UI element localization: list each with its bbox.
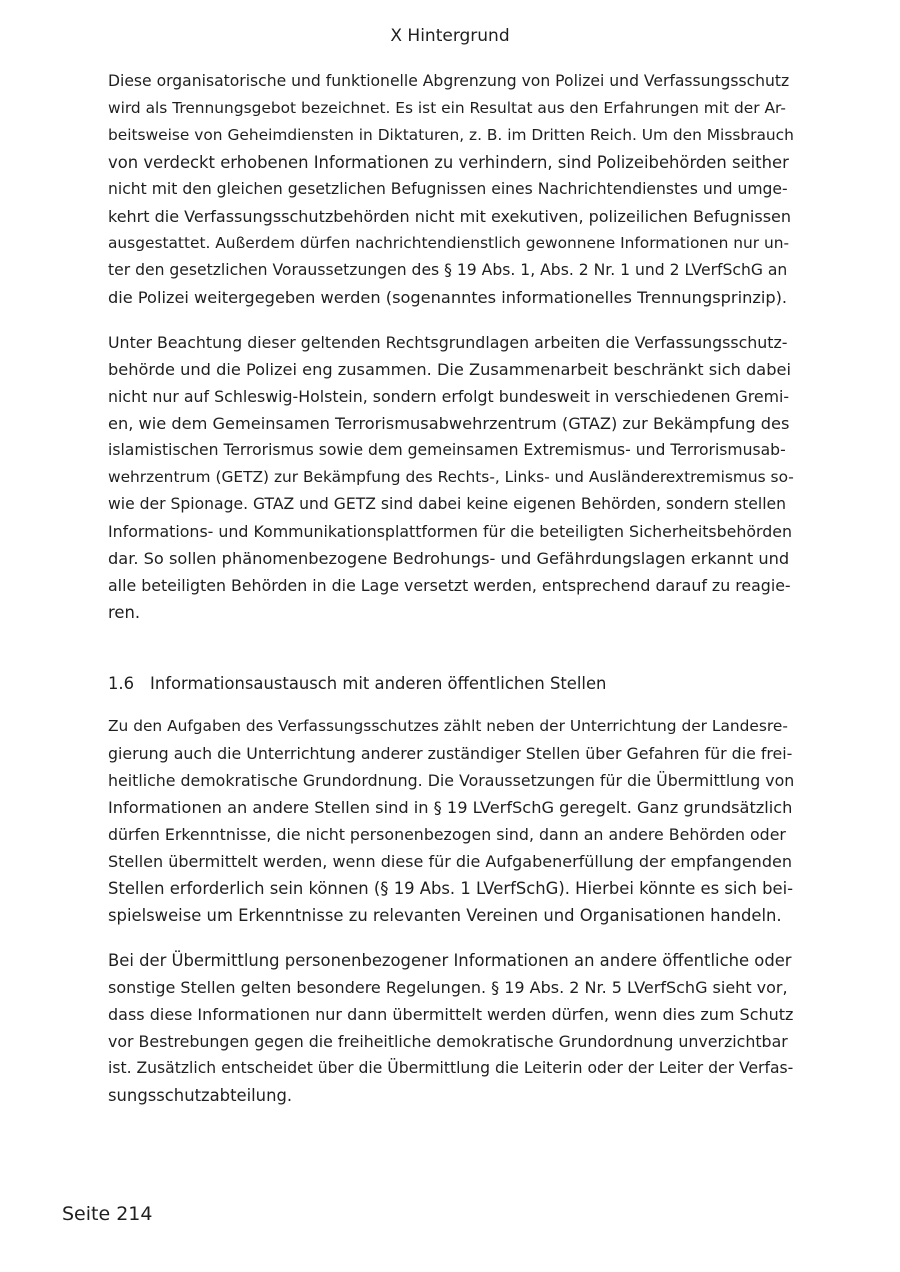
paragraph-trennungsgebot	[108, 68, 794, 311]
text-line: en, wie dem Gemeinsamen Terrorismusabwehrzentrum (GTAZ) zur Bekämpfung des	[108, 414, 790, 433]
text-line: alle beteiligten Behörden in die Lage versetzt werden, entsprechend darauf zu reagie-	[108, 576, 791, 595]
text-line: sungsschutzabteilung.	[108, 1086, 293, 1105]
text-line: wird als Trennungsgebot bezeichnet. Es ist ein Resultat aus den Erfahrungen mit der Ar-	[108, 99, 786, 117]
text-line: von verdeckt erhobenen Informationen zu verhindern, sind Polizeibehörden seither	[108, 153, 789, 172]
paragraph-zusammenarbeit	[108, 329, 794, 626]
text-line: Unter Beachtung dieser geltenden Rechtsgrundlagen arbeiten die Verfassungsschutz-	[108, 333, 788, 352]
text-line: Bei der Übermittlung personenbezogener Informationen an andere öffentliche oder	[108, 951, 792, 970]
text-line: beitsweise von Geheimdiensten in Diktaturen, z. B. im Dritten Reich. Um den Missbrauch	[108, 126, 794, 144]
text-line: Diese organisatorische und funktionelle Abgrenzung von Polizei und Verfassungsschutz	[108, 72, 790, 90]
section-title: Informationsaustausch mit anderen öffentlichen Stellen	[150, 674, 607, 693]
text-line: sonstige Stellen gelten besondere Regelungen. § 19 Abs. 2 Nr. 5 LVerfSchG sieht vor,	[108, 978, 788, 997]
text-line: die Polizei weitergegeben werden (sogenanntes informationelles Trennungsprinzip).	[108, 288, 788, 307]
text-line: dar. So sollen phänomenbezogene Bedrohungs- und Gefährdungslagen erkannt und	[108, 549, 790, 568]
text-line: behörde und die Polizei eng zusammen. Die Zusammenarbeit beschränkt sich dabei	[108, 360, 791, 379]
text-line: wehrzentrum (GETZ) zur Bekämpfung des Rechts-, Links- und Ausländerextremismus so-	[108, 468, 794, 486]
text-line: islamistischen Terrorismus sowie dem gemeinsamen Extremismus- und Terrorismusab-	[108, 441, 786, 459]
text-line: dürfen Erkenntnisse, die nicht personenbezogen sind, dann an andere Behörden oder	[108, 825, 786, 844]
running-header: X Hintergrund	[390, 26, 510, 46]
text-line: Informationen an andere Stellen sind in § 19 LVerfSchG geregelt. Ganz grundsätzlich	[108, 798, 793, 817]
text-line: vor Bestrebungen gegen die freiheitliche demokratische Grundordnung unverzichtbar	[108, 1032, 788, 1051]
paragraph-unterrichtung	[108, 713, 794, 929]
text-line: Stellen übermittelt werden, wenn diese für die Aufgabenerfüllung der empfangenden	[108, 852, 792, 871]
text-line: Informations- und Kommunikationsplattformen für die beteiligten Sicherheitsbehörden	[108, 522, 793, 541]
text-line: Stellen erforderlich sein können (§ 19 Abs. 1 LVerfSchG). Hierbei könnte es sich bei-	[108, 879, 794, 898]
text-line: heitliche demokratische Grundordnung. Die Voraussetzungen für die Übermittlung von	[108, 771, 795, 790]
text-line: wie der Spionage. GTAZ und GETZ sind dabei keine eigenen Behörden, sondern stellen	[108, 495, 787, 513]
section-number: 1.6	[108, 674, 135, 693]
text-line: Zu den Aufgaben des Verfassungsschutzes zählt neben der Unterrichtung der Landesre-	[108, 717, 788, 735]
section-heading	[108, 670, 794, 697]
text-line: spielsweise um Erkenntnisse zu relevanten Vereinen und Organisationen handeln.	[108, 906, 782, 925]
text-line: kehrt die Verfassungsschutzbehörden nicht mit exekutiven, polizeilichen Befugnissen	[108, 207, 792, 226]
page-number: Seite 214	[62, 1203, 153, 1225]
text-line: nicht nur auf Schleswig-Holstein, sondern erfolgt bundesweit in verschiedenen Gremi-	[108, 387, 790, 406]
text-line: ausgestattet. Außerdem dürfen nachrichtendienstlich gewonnene Informationen nur un-	[108, 234, 790, 252]
paragraph-personenbezogen	[108, 947, 794, 1109]
text-line: ist. Zusätzlich entscheidet über die Übermittlung die Leiterin oder der Leiter der Verfas-	[108, 1059, 794, 1077]
text-line: ter den gesetzlichen Voraussetzungen des § 19 Abs. 1, Abs. 2 Nr. 1 und 2 LVerfSchG an	[108, 261, 788, 279]
text-line: gierung auch die Unterrichtung anderer zuständiger Stellen über Gefahren für die frei-	[108, 744, 793, 763]
text-line: ren.	[108, 603, 141, 622]
text-line: nicht mit den gleichen gesetzlichen Befugnissen eines Nachrichtendienstes und umge-	[108, 180, 788, 198]
text-line: dass diese Informationen nur dann übermittelt werden dürfen, wenn dies zum Schutz	[108, 1005, 794, 1024]
body-text	[108, 68, 794, 1109]
